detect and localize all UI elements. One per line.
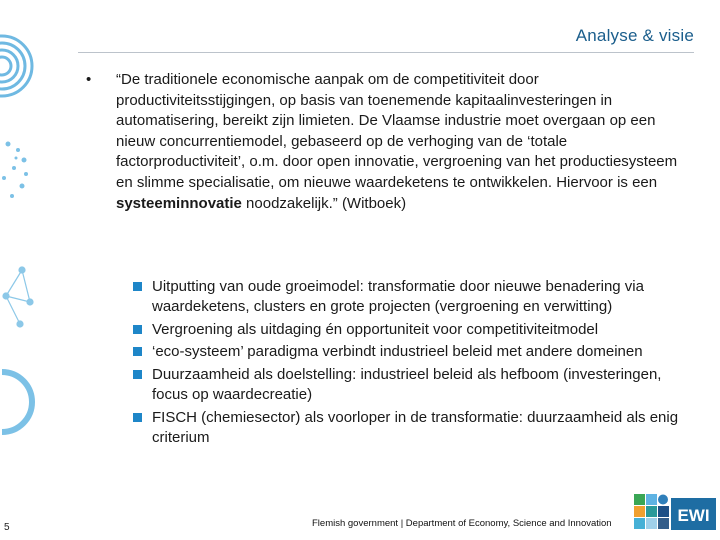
- quote-block: [86, 70, 686, 214]
- logo-tile-dots: [658, 495, 668, 505]
- quote-text: [116, 70, 686, 214]
- ewi-logo: [634, 494, 716, 534]
- list-item-text: Vergroening als uitdaging én opportuniteit voor competitiviteitmodel: [152, 320, 599, 338]
- logo-tile-cyan: [634, 518, 645, 529]
- quote-text-part2: noodzakelijk.” (Witboek): [241, 194, 407, 212]
- logo-tile-teal: [646, 506, 657, 517]
- square-bullet-icon: [133, 370, 142, 379]
- list-item: [130, 277, 700, 317]
- sub-bullet-list: [130, 277, 700, 450]
- list-item: [130, 342, 700, 362]
- logo-tile-dark: [658, 518, 669, 529]
- list-item: [130, 365, 700, 405]
- network-icon: [3, 267, 33, 327]
- side-decoration: [0, 0, 70, 540]
- quote-text-part1: “De traditionele economische aanpak om de competitiviteit door productiviteitsstijgingen, op basis van toenemende kapitaalinvesteringen in automatisering, bereikt zijn limieten. De Vlaamse industrie moet overgaan op een nieuw concurrentiemodel, gebaseerd op de verhoging van de ‘totale factorproductiviteit’, o.m. door open innovatie, vergroening van het productiesysteem en slimme specialisatie, om nieuwe waardeketens te ontwikkelen. Hiervoor is een: [116, 71, 678, 191]
- dot-burst-icon: [2, 142, 28, 199]
- list-item-text: ‘eco-systeem’ paradigma verbindt industrieel beleid met andere domeinen: [152, 343, 643, 361]
- list-item-text: Uitputting van oude groeimodel: transformatie door nieuwe benadering via waardeketens, clusters en grote projecten (vergroening en verwitting): [152, 278, 644, 315]
- concentric-circles-icon: [0, 36, 32, 96]
- square-bullet-icon: [133, 325, 142, 334]
- square-bullet-icon: [133, 282, 142, 291]
- list-item-text: FISCH (chemiesector) als voorloper in de transformatie: duurzaamheid als enig criterium: [152, 408, 679, 446]
- page-number: 5: [4, 522, 10, 533]
- arc-icon: [2, 372, 32, 432]
- title-divider: [78, 52, 694, 53]
- logo-tile-navy: [658, 506, 669, 517]
- logo-tile-blue: [646, 494, 657, 505]
- square-bullet-icon: [133, 347, 142, 356]
- logo-tile-green: [634, 494, 645, 505]
- quote-text-bold: systeeminnovatie: [116, 194, 242, 212]
- list-item: [130, 408, 700, 448]
- square-bullet-icon: [133, 413, 142, 422]
- logo-wordmark: EWI: [677, 506, 710, 525]
- logo-tile-orange: [634, 506, 645, 517]
- quote-bullet: •: [86, 71, 92, 88]
- page-title: Analyse & visie: [575, 26, 694, 45]
- footer-text: Flemish government | Department of Economy, Science and Innovation: [312, 518, 612, 529]
- logo-tile-light: [646, 518, 657, 529]
- list-item-text: Duurzaamheid als doelstelling: industrieel beleid als hefboom (investeringen, focus op waardecreatie): [152, 366, 662, 403]
- list-item: [130, 320, 700, 340]
